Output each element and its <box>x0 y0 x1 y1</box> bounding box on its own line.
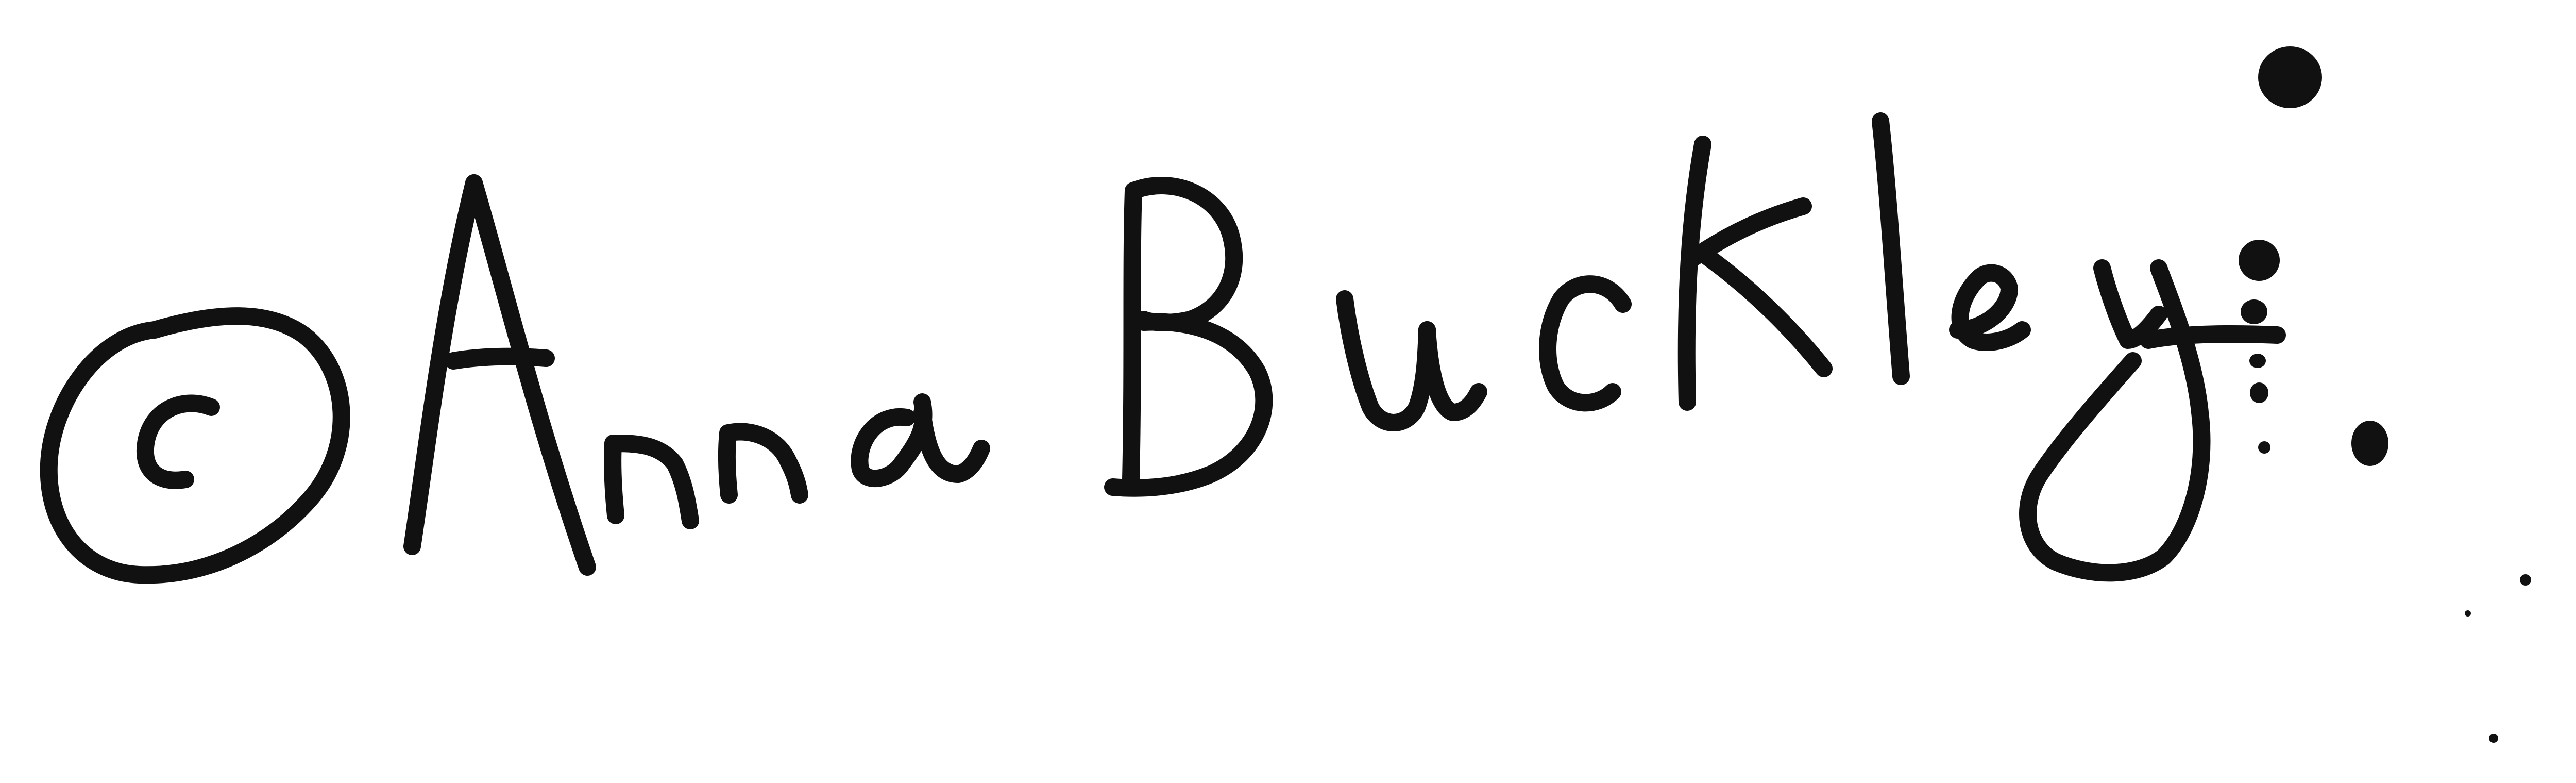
letter-c <box>1548 284 1623 403</box>
ink-dot <box>2258 441 2270 454</box>
letter-a <box>859 402 981 478</box>
ink-dot <box>2250 382 2268 403</box>
letter-e <box>1958 273 2022 342</box>
letter-n-2 <box>727 431 800 495</box>
ink-dot <box>2351 421 2388 466</box>
letter-k <box>1687 144 1824 402</box>
letter-n-1 <box>613 443 690 521</box>
ink-dot <box>2465 610 2471 617</box>
letter-A <box>412 183 587 567</box>
letter-y <box>2028 268 2277 573</box>
ink-splatter <box>2239 40 2576 743</box>
letter-B <box>1113 186 1264 488</box>
letter-l <box>1880 121 1901 376</box>
ink-dot <box>2258 360 2264 366</box>
ink-dot <box>2239 240 2280 281</box>
ink-dot <box>2520 574 2531 586</box>
copyright-symbol <box>49 316 342 575</box>
ink-dot <box>2249 354 2266 368</box>
handwritten-signature <box>49 121 2277 575</box>
ink-dot <box>2489 734 2498 743</box>
ink-dot <box>2258 46 2322 108</box>
letter-u <box>1345 299 1479 423</box>
ink-dot <box>2241 299 2267 324</box>
